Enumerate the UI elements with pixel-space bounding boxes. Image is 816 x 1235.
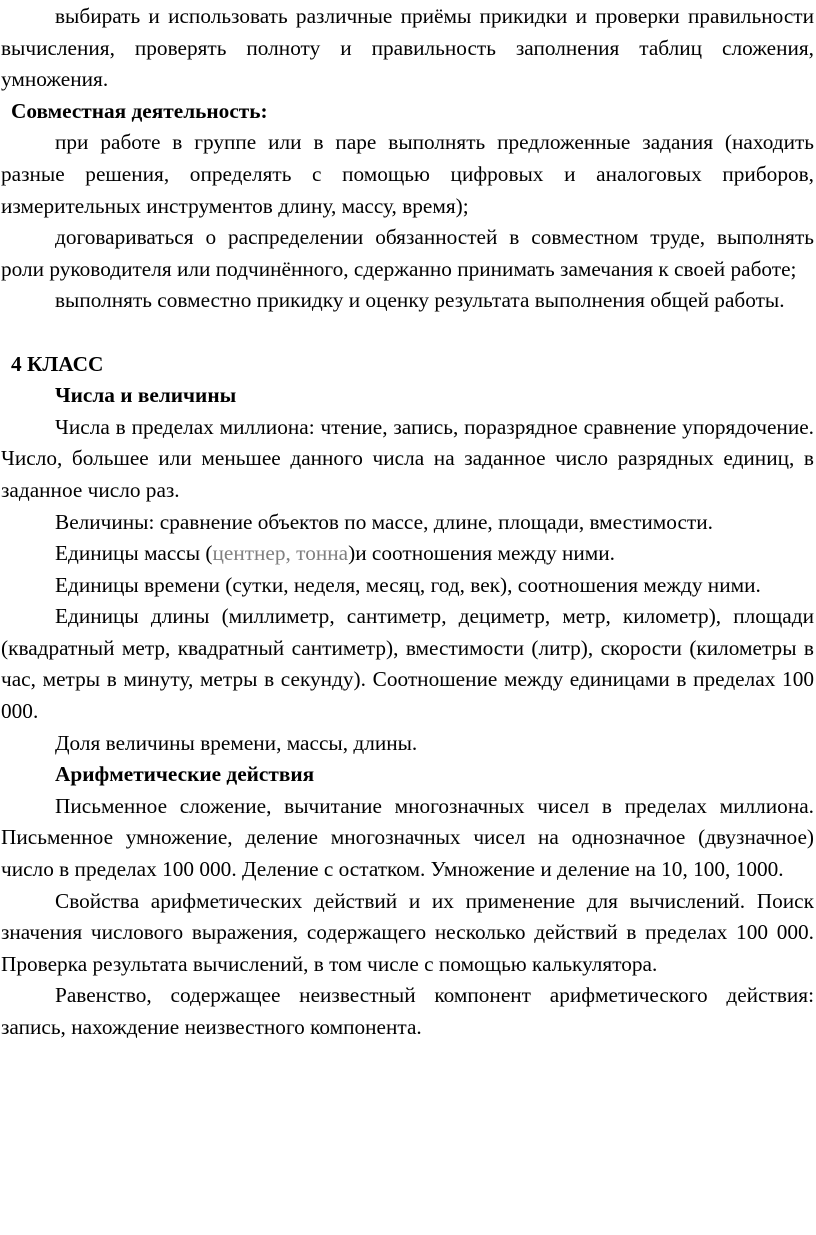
paragraph-fraction-of-quantity: Доля величины времени, массы, длины. [55,730,418,755]
blank-line [1,317,814,349]
heading-numbers-and-quantities: Числа и величины [55,383,237,408]
paragraph-written-operations: Письменное сложение, вычитание многозначных чисел в пределах миллиона. Письменное умножение, деление многозначных чисел на однозначное (двузначное) число в пределах 100 000. Деление с остатком. Умножение и деление на 10, 100, 1000. [1,793,814,882]
heading-grade-4: 4 КЛАСС [11,351,104,376]
paragraph-quantities-comparison: Величины: сравнение объектов по массе, длине, площади, вместимости. [55,509,713,534]
paragraph-mass-units [1,538,814,570]
paragraph-length-area-units: Единицы длины (миллиметр, сантиметр, дециметр, метр, километр), площади (квадратный метр, квадратный сантиметр), вместимости (литр), скорости (километры в час, метры в минуту, метры в секунду). Соотношение между единицами в пределах 100 000. [1,604,814,724]
paragraph-operation-properties: Свойства арифметических действий и их применение для вычислений. Поиск значения числового выражения, содержащего несколько действий в пределах 100 000. Проверка результата вычислений, в том числе с помощью калькулятора. [1,888,814,976]
paragraph-time-units: Единицы времени (сутки, неделя, месяц, год, век), соотношения между ними. [55,572,761,597]
paragraph-joint-estimation: выполнять совместно прикидку и оценку результата выполнения общей работы. [55,288,785,313]
paragraph-equation-unknown: Равенство, содержащее неизвестный компонент арифметического действия: запись, нахождение неизвестного компонента. [1,983,814,1039]
paragraph-group-work: при работе в группе или в паре выполнять предложенные задания (находить разные решения, определять с помощью цифровых и аналоговых приборов, измерительных инструментов длину, массу, время); [1,130,814,218]
heading-arithmetic-operations: Арифметические действия [55,762,315,787]
heading-joint-activity: Совместная деятельность: [11,98,268,123]
paragraph-estimation-checking: выбирать и использовать различные приёмы прикидки и проверки правильности вычисления, проверять полноту и правильность заполнения таблиц сложения, умножения. [1,4,814,92]
mass-units-after: )и соотношения между ними. [348,541,615,566]
paragraph-distribute-duties: договариваться о распределении обязанностей в совместном труде, выполнять роли руководителя или подчинённого, сдержанно принимать замечания к своей работе; [1,225,814,281]
mass-units-highlight: центнер, тонна [212,541,349,566]
mass-units-before: Единицы массы ( [55,541,213,566]
paragraph-numbers-million: Числа в пределах миллиона: чтение, запись, поразрядное сравнение упорядочение. Число, большее или меньшее данного числа на заданное число разрядных единиц, в заданное число раз. [1,414,814,502]
